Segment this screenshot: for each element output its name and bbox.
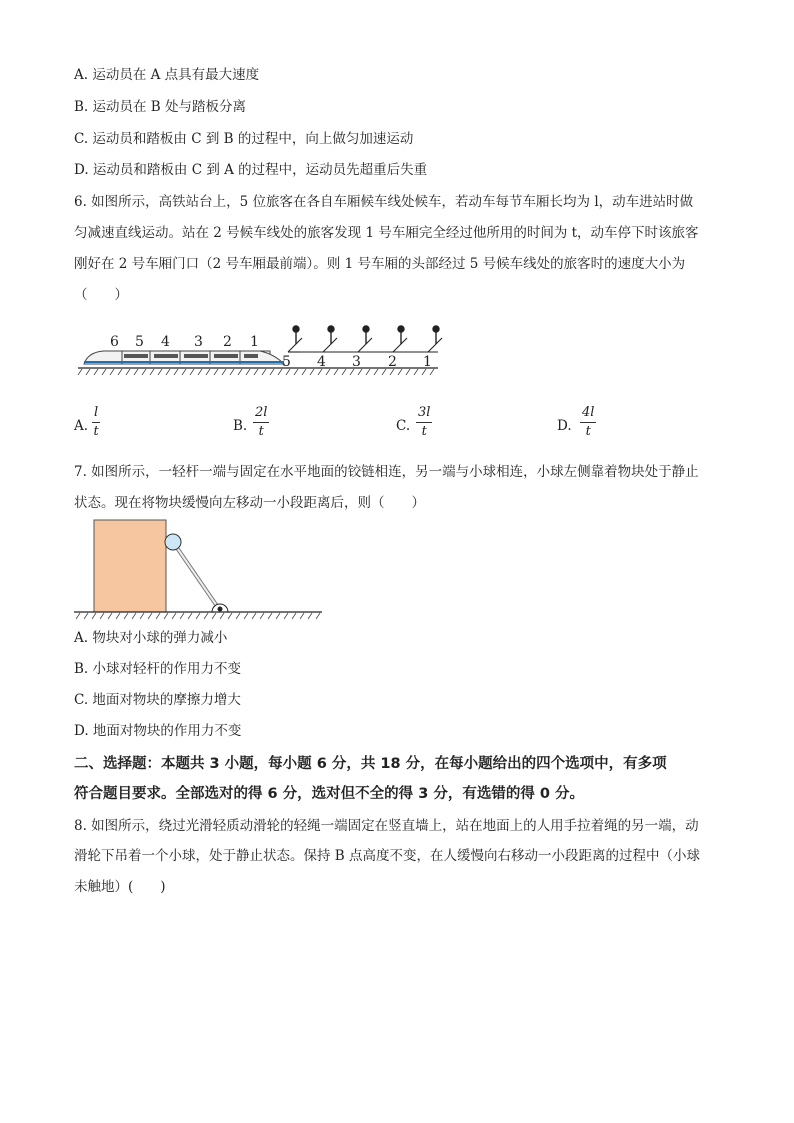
q7-option-b: B. 小球对轻杆的作用力不变 — [74, 661, 242, 677]
car-number: 3 — [194, 334, 203, 350]
q6-option-d-label: D. — [557, 418, 572, 434]
q7-option-d: D. 地面对物块的作用力不变 — [74, 723, 242, 739]
line-number: 5 — [282, 354, 291, 370]
q5-option-d: D. 运动员和踏板由 C 到 A 的过程中，运动员先超重后失重 — [74, 162, 428, 178]
q6-option-a-label: A. — [74, 418, 89, 434]
q7-option-a: A. 物块对小球的弹力减小 — [74, 630, 228, 646]
q7-option-c: C. 地面对物块的摩擦力增大 — [74, 692, 241, 708]
q6-option-b-label: B. — [233, 418, 248, 434]
q6-option-c-fraction: 3l t — [418, 405, 431, 439]
car-number: 5 — [135, 334, 144, 350]
car-number: 6 — [110, 334, 119, 350]
q6-option-b-fraction: 2l t — [255, 405, 268, 439]
line-number: 4 — [317, 354, 326, 370]
q5-option-b: B. 运动员在 B 处与踏板分离 — [74, 99, 247, 115]
q8-stem-line1: 8. 如图所示，绕过光滑轻质动滑轮的轻绳一端固定在竖直墙上，站在地面上的人用手拉着绳的另一端，动 — [74, 818, 699, 834]
q6-option-a-fraction: l t — [93, 405, 99, 439]
car-number: 4 — [161, 334, 170, 350]
q6-option-d-fraction: 4l t — [582, 405, 595, 439]
q6-stem-line1: 6. 如图所示，高铁站台上，5 位旅客在各自车厢候车线处候车，若动车每节车厢长均为 l，动车进站时做 — [74, 194, 694, 210]
q8-stem-line2: 滑轮下吊着一个小球，处于静止状态。保持 B 点高度不变，在人缓慢向右移动一小段距离的过程中（小球 — [74, 848, 701, 864]
line-number: 2 — [388, 354, 397, 370]
q8-stem-line3: 未触地）( ) — [74, 879, 166, 895]
q7-stem-line1: 7. 如图所示，一轻杆一端与固定在水平地面的铰链相连，另一端与小球相连，小球左侧靠着物块处于静止 — [74, 464, 699, 480]
q7-block-ball-figure — [74, 518, 324, 624]
q6-stem-line3: 刚好在 2 号车厢门口（2 号车厢最前端）。则 1 号车厢的头部经过 5 号候车线处的旅客时的速度大小为 — [74, 256, 686, 272]
ball — [165, 534, 181, 550]
q7-stem-line2: 状态。现在将物块缓慢向左移动一小段距离后，则（ ） — [74, 495, 425, 511]
car-number: 2 — [223, 334, 232, 350]
q5-option-a: A. 运动员在 A 点具有最大速度 — [74, 67, 260, 83]
car-number: 1 — [250, 334, 259, 350]
q6-stem-line2: 匀减速直线运动。站在 2 号候车线处的旅客发现 1 号车厢完全经过他所用的时间为 t，动车停下时该旅客 — [74, 225, 699, 241]
passenger-icon — [293, 326, 439, 344]
section2-heading-line2: 符合题目要求。全部选对的得 6 分，选对但不全的得 3 分，有选错的得 0 分。 — [74, 786, 585, 802]
q6-stem-line4: （ ） — [74, 287, 128, 303]
section2-heading-line1: 二、选择题：本题共 3 小题，每小题 6 分，共 18 分，在每小题给出的四个选项中，有多项 — [74, 756, 667, 772]
block — [94, 520, 166, 612]
line-number: 1 — [423, 354, 432, 370]
q6-option-c-label: C. — [396, 418, 411, 434]
q6-train-figure — [74, 318, 446, 384]
q5-option-c: C. 运动员和踏板由 C 到 B 的过程中，向上做匀加速运动 — [74, 131, 414, 147]
line-number: 3 — [352, 354, 361, 370]
